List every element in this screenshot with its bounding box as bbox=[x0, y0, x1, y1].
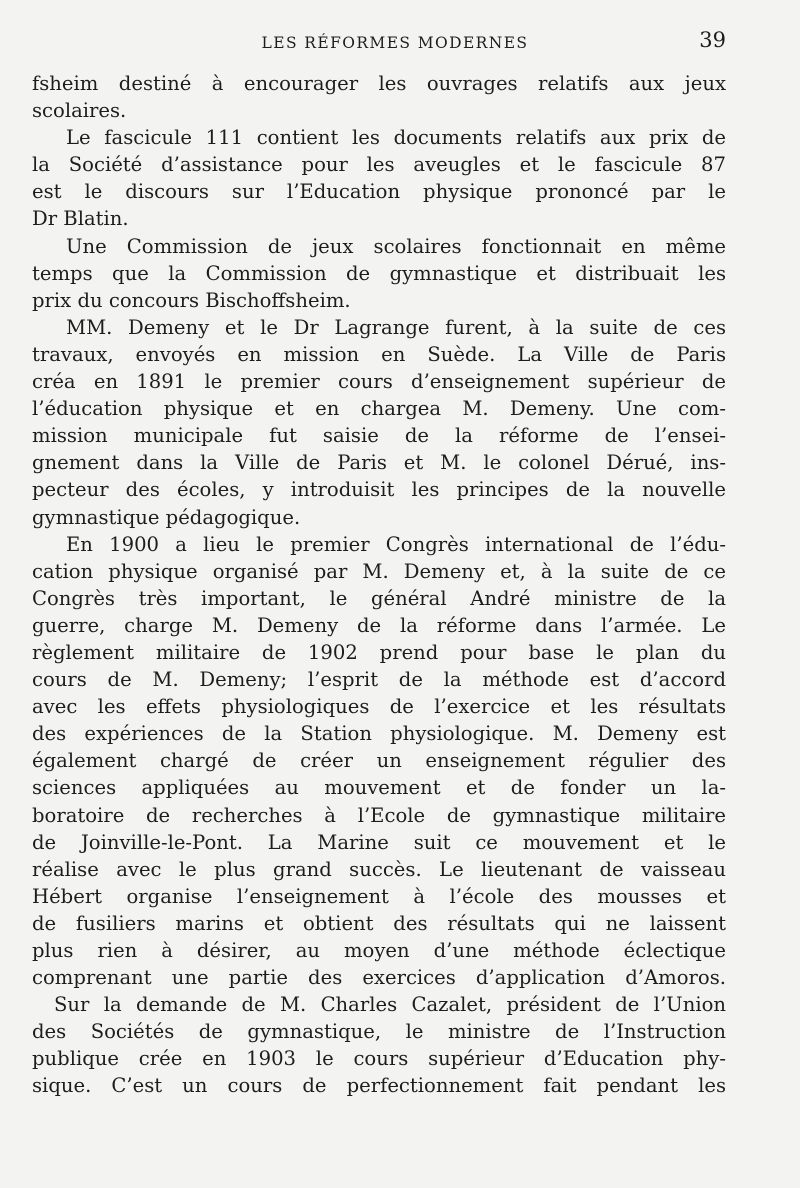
text-line: la Société d’assistance pour les aveugles et le fascicule 87 bbox=[32, 153, 726, 177]
text-line: sciences appliquées au mouvement et de fonder un la- bbox=[32, 776, 726, 800]
text-line: travaux, envoyés en mission en Suède. La Ville de Paris bbox=[32, 342, 726, 366]
text-line: Hébert organise l’enseignement à l’école des mousses et bbox=[32, 884, 726, 908]
text-line: Sur la demande de M. Charles Cazalet, président de l’Union bbox=[54, 993, 726, 1017]
body-text bbox=[32, 70, 726, 1100]
text-line: sique. C’est un cours de perfectionnement fait pendant les bbox=[32, 1074, 726, 1098]
text-line: Le fascicule 111 contient les documents relatifs aux prix de bbox=[66, 126, 726, 150]
text-line: cation physique organisé par M. Demeny et, à la suite de ce bbox=[32, 559, 726, 583]
text-line: gnement dans la Ville de Paris et M. le colonel Dérué, ins- bbox=[32, 451, 726, 475]
text-line: gymnastique pédagogique. bbox=[32, 505, 301, 529]
running-head bbox=[36, 28, 726, 58]
text-line: comprenant une partie des exercices d’application d’Amoros. bbox=[32, 966, 726, 990]
page-number: 39 bbox=[699, 28, 726, 52]
text-line: fsheim destiné à encourager les ouvrages relatifs aux jeux bbox=[32, 72, 726, 95]
text-line: MM. Demeny et le Dr Lagrange furent, à la suite de ces bbox=[66, 315, 726, 339]
text-line: En 1900 a lieu le premier Congrès international de l’édu- bbox=[66, 532, 726, 556]
text-line: l’éducation physique et en chargea M. Demeny. Une com- bbox=[32, 397, 726, 421]
text-line: guerre, charge M. Demeny de la réforme dans l’armée. Le bbox=[32, 613, 726, 637]
text-line: de fusiliers marins et obtient des résultats qui ne laissent bbox=[32, 911, 726, 935]
text-line: pecteur des écoles, y introduisit les principes de la nouvelle bbox=[32, 478, 726, 502]
text-line: créa en 1891 le premier cours d’enseignement supérieur de bbox=[32, 370, 726, 394]
text-line: est le discours sur l’Education physique prononcé par le bbox=[32, 180, 726, 204]
text-line: Congrès très important, le général André ministre de la bbox=[32, 586, 726, 610]
text-line: prix du concours Bischoffsheim. bbox=[32, 288, 351, 312]
text-line: plus rien à désirer, au moyen d’une méthode éclectique bbox=[32, 939, 726, 962]
running-title: LES RÉFORMES MODERNES bbox=[261, 34, 529, 52]
text-line: avec les effets physiologiques de l’exercice et les résultats bbox=[32, 695, 726, 719]
text-line: publique crée en 1903 le cours supérieur d’Education phy- bbox=[32, 1047, 726, 1071]
text-line: règlement militaire de 1902 prend pour base le plan du bbox=[32, 640, 726, 664]
text-line: Dr Blatin. bbox=[32, 207, 129, 231]
text-line: boratoire de recherches à l’Ecole de gymnastique militaire bbox=[32, 803, 726, 827]
text-line: temps que la Commission de gymnastique et distribuait les bbox=[32, 261, 726, 285]
text-line: mission municipale fut saisie de la réforme de l’ensei- bbox=[32, 424, 726, 448]
text-line: réalise avec le plus grand succès. Le lieutenant de vaisseau bbox=[32, 857, 726, 881]
text-line: des expériences de la Station physiologique. M. Demeny est bbox=[32, 722, 726, 746]
text-line: Une Commission de jeux scolaires fonctionnait en même bbox=[66, 234, 726, 258]
text-line: scolaires. bbox=[32, 99, 127, 123]
text-line: de Joinville-le-Pont. La Marine suit ce mouvement et le bbox=[32, 830, 726, 854]
text-line: des Sociétés de gymnastique, le ministre de l’Instruction bbox=[32, 1020, 726, 1044]
text-line: cours de M. Demeny; l’esprit de la méthode est d’accord bbox=[32, 668, 726, 692]
text-line: également chargé de créer un enseignement régulier des bbox=[32, 749, 726, 773]
